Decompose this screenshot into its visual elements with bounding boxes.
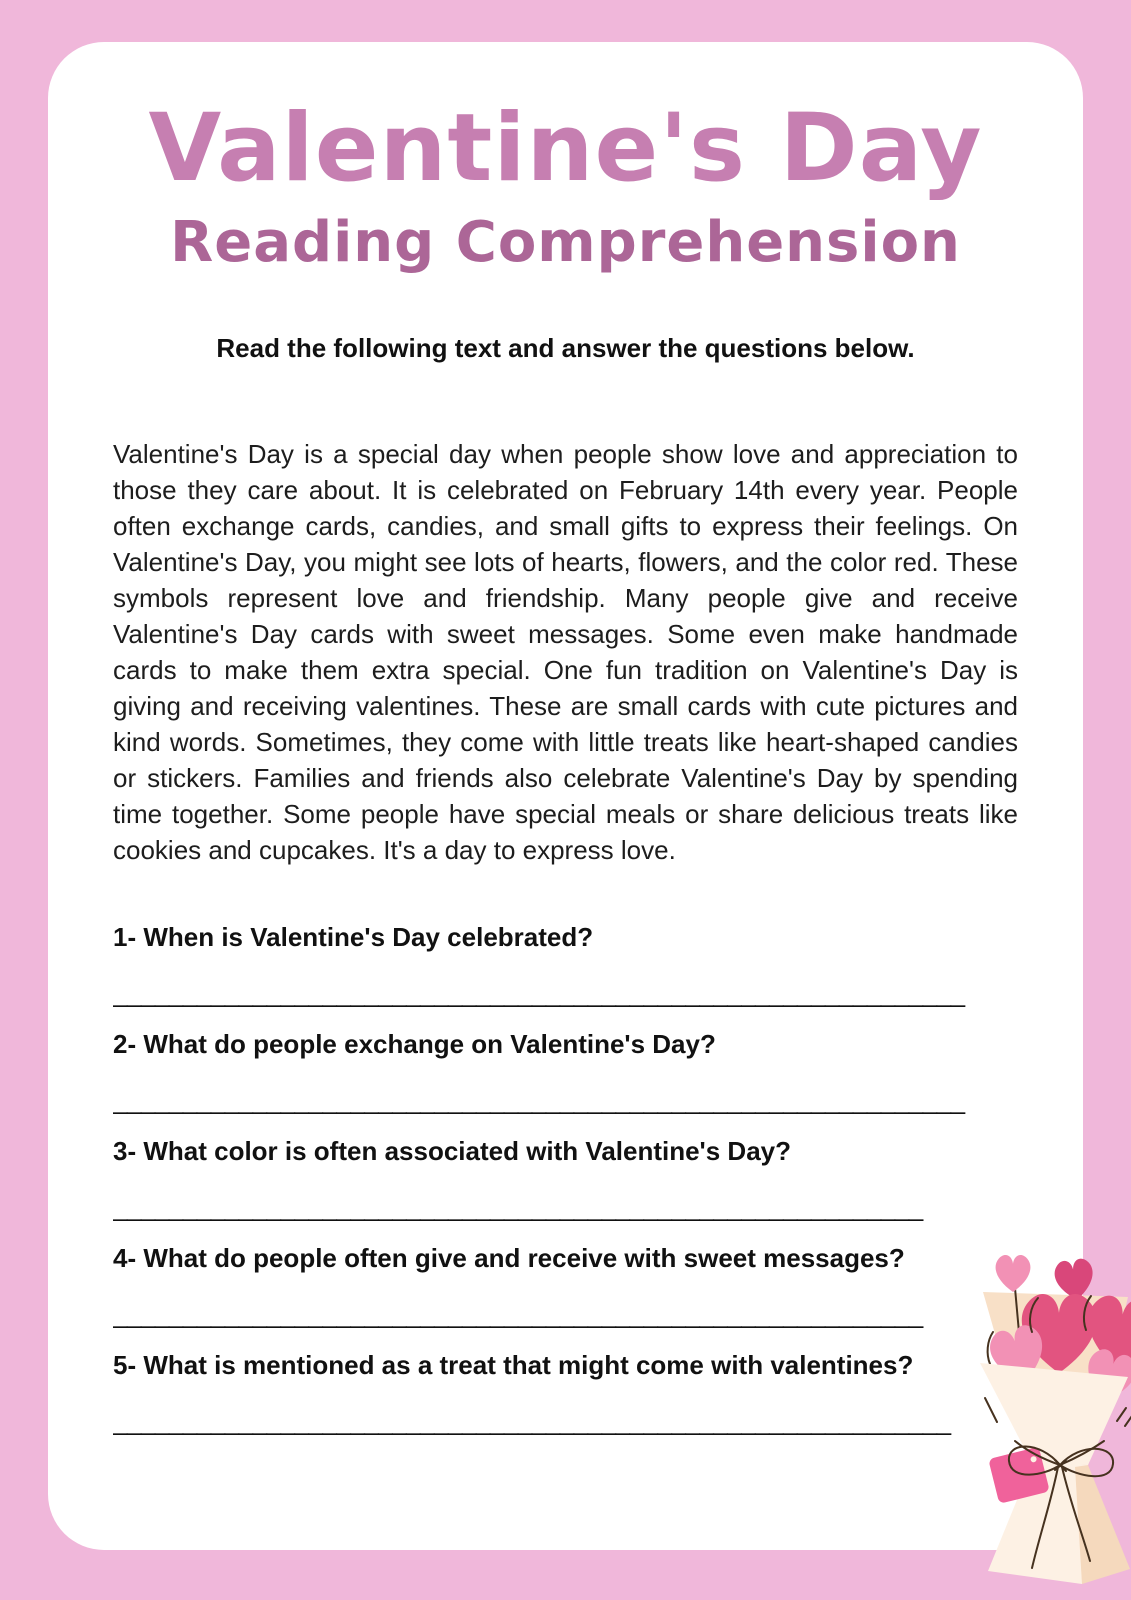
answer-line: ____________________________________________________________: [113, 1406, 951, 1437]
question-label: 2- What do people exchange on Valentine's Day?: [113, 1029, 716, 1060]
worksheet-card: [48, 42, 1083, 1550]
page-title: Valentine's Day: [148, 94, 983, 203]
question-label: 1- When is Valentine's Day celebrated?: [113, 922, 594, 953]
heart-icon: [996, 1255, 1031, 1292]
answer-line: __________________________________________________________: [113, 1192, 923, 1223]
question-block: [113, 1027, 1018, 1116]
question-label: 3- What color is often associated with Valentine's Day?: [113, 1136, 792, 1167]
question-block: [113, 1134, 1018, 1223]
question-block: [113, 920, 1018, 1009]
answer-line: _____________________________________________________________: [113, 1085, 965, 1116]
question-label: 5- What is mentioned as a treat that might come with valentines?: [113, 1350, 914, 1381]
heart-bouquet-icon: [941, 1222, 1131, 1587]
page-subtitle: Reading Comprehension: [170, 210, 961, 276]
question-label: 4- What do people often give and receive with sweet messages?: [113, 1243, 905, 1274]
question-block: [113, 1241, 1018, 1330]
answer-line: _____________________________________________________________: [113, 978, 965, 1009]
worksheet-content: [48, 42, 1083, 1437]
reading-passage: Valentine's Day is a special day when people show love and appreciation to those they care about. It is celebrated on February 14th every year. People often exchange cards, candies, and small gifts to express their feelings. On Valentine's Day, you might see lots of hearts, flowers, and the color red. These symbols represent love and friendship. Many people give and receive Valentine's Day cards with sweet messages. Some even make handmade cards to make them extra special. One fun tradition on Valentine's Day is giving and receiving valentines. These are small cards with cute pictures and kind words. Sometimes, they come with little treats like heart-shaped candies or stickers. Families and friends also celebrate Valentine's Day by spending time together. Some people have special meals or share delicious treats like cookies and cupcakes. It's a day to express love.: [113, 439, 1018, 866]
questions-section: [113, 920, 1018, 1437]
wrap-front-cone: [980, 1363, 1128, 1465]
question-block: [113, 1348, 1018, 1437]
answer-line: __________________________________________________________: [113, 1299, 923, 1330]
wrap-skirt-shade: [1075, 1465, 1130, 1584]
instruction-text: Read the following text and answer the questions below.: [216, 332, 915, 363]
